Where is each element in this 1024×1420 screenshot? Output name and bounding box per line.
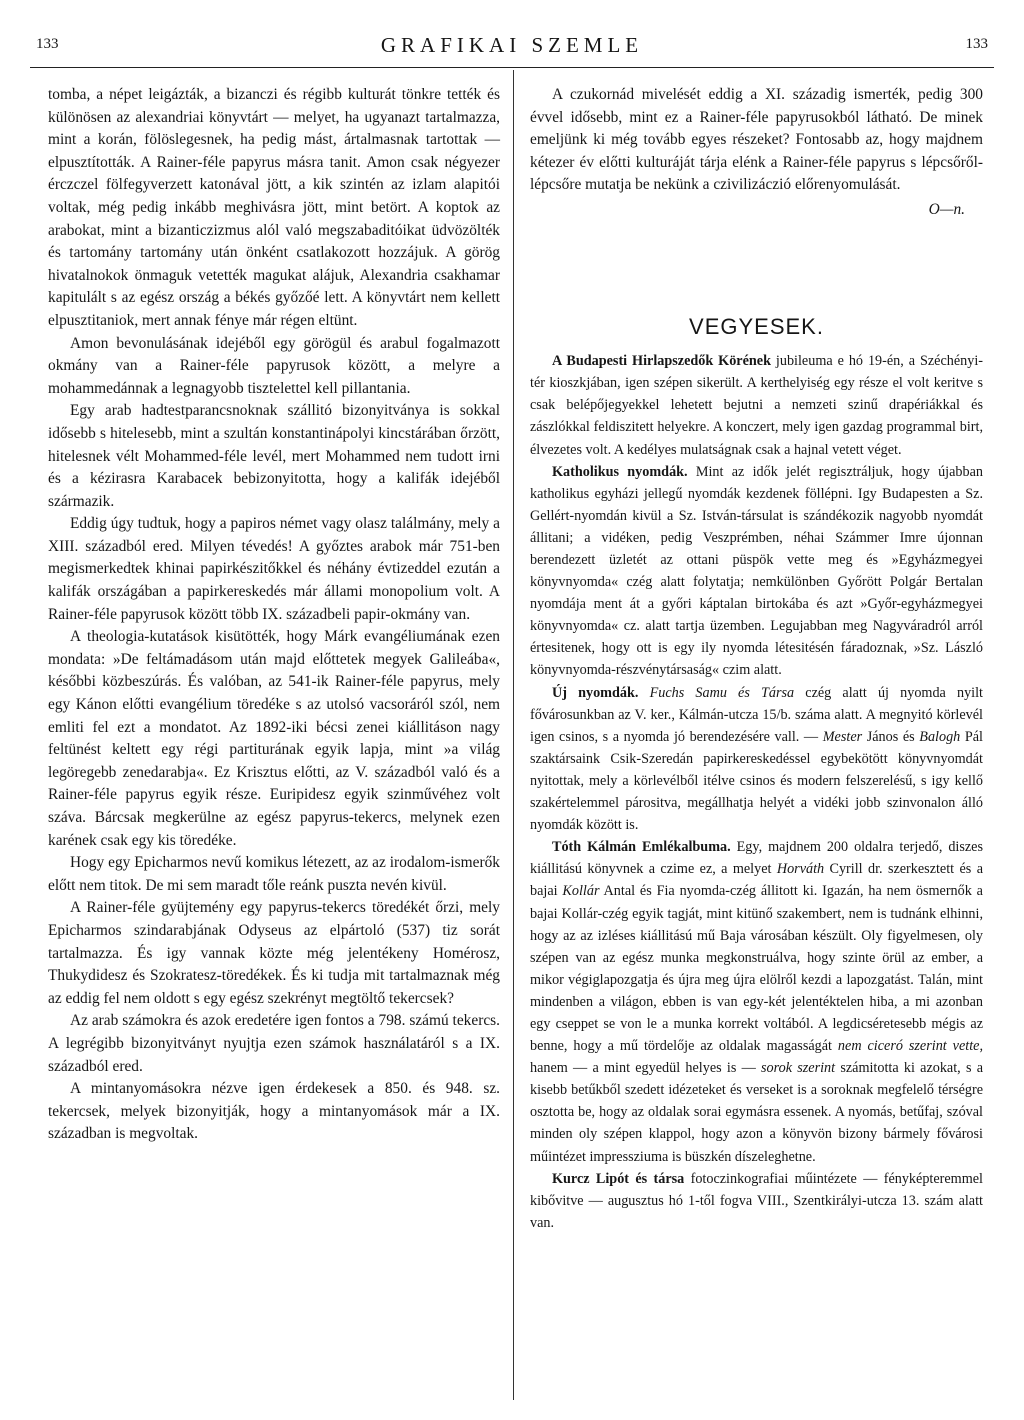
news-item-text: Cyrill dr. szerkesztett és a bajai	[530, 861, 983, 900]
news-item-text	[638, 685, 649, 701]
news-item-text: fotoczinkografiai műintézete — fényképteremmel kibővitve — augusztus hó 1-től fogva VIII., Szentkirályi-utcza 13. szám alatt van.	[530, 1170, 983, 1231]
news-item-text: Egy, majdnem 200 oldalra terjedő, diszes kiállitású könyvnek a czime ez, a melyet	[530, 839, 984, 878]
page-header	[30, 33, 994, 60]
paragraph: A mintanyomásokra nézve igen érdekesek a 850. és 948. sz. tekercsek, melyek bizonyitják, hogy a mintanyomások már a IX. században is megvoltak.	[48, 1080, 500, 1143]
paragraph: A Rainer-féle gyüjtemény egy papyrus-tekercs töredékét őrzi, mely Epicharmos szindarabjának Odyseus az elpártoló (537) tiz sorát tartalmazza. És igy vannak közte még jelentékeny Homérosz, Thukydidesz és Szokratesz-töredékek. És ki tudja mit tartalmaznak még az eddig fel nem oldott s egy egész szekrényt megtöltő tekercsek?	[48, 899, 500, 1007]
emphasis: Balogh	[919, 728, 961, 745]
news-item-heading: Katholikus nyomdák.	[552, 463, 688, 480]
news-item-text: Mint az idők jelét regisztráljuk, hogy újabban katholikus egyházi jellegű nyomdák kezdenek föllépni. Igy Budapesten a Sz. Gellért-nyomdán kivül a Sz. István-társulat is szándékozik nagyobb nyomdát állitani; a vidéken, pedig Veszprémben, néhai Számmer Imre újonnan berendezett üzletét az ottani püspök vette meg és »Egyházmegyei könyvnyomda« czég alatt folytatja; nemkülönben Győrött Polgár Bertalan nyomdája ment át a győri káptalan birtokába és azt »Győr-egyházmegyei könyvnyomda« cz. alatt tartja üzemben. Legujabban meg Nagyváradról arról értesitenek, hogy ott is egy ily nyomda létesitésén fáradoznak, »Sz. László könyvnyomda-részvénytársaság« czim alatt.	[530, 463, 983, 679]
emphasis: Mester	[822, 728, 863, 745]
news-item	[530, 836, 983, 1167]
emphasis: nem ciceró szerint vette,	[837, 1038, 983, 1055]
page-number-left: 133	[36, 36, 59, 52]
news-item-heading: Új nyomdák.	[552, 684, 639, 701]
paragraph: Amon bevonulásának idejéből egy görögül és arabul fogalmazott okmány van a Rainer-féle papyrusok között, a melyre a mohammedánnak a legnagyobb tisztelettel kell pillantania.	[48, 334, 500, 397]
news-item	[530, 350, 983, 460]
news-item-text: hanem — a mint egyedül helyes is —	[530, 1060, 762, 1077]
news-item-text: Antal és Fia nyomda-czég állitott ki. Igazán, ha nem ösmernők a bajai Kollár-czég egyik tagját, mint kitünő szakembert, nem is tudnánk elhinni, hogy az az izléses kiállitású mű Baja városában készült. Oly figyelmesen, oly szépen van az egész munka megkonstruálva, hogy szinte örül az ember, a mikor végiglapozgatja és újra meg újra elölről kezdi a lapozgatást. Talán, mint mindenben a világon, ebben is van egy-két jelentéktelen hiba, a mi azonban egy cseppet se von le a munka korrekt voltából. A legdicséretesebb mégis az benne, hogy a mű tördelője az oldalak magasságát	[530, 883, 983, 1055]
news-item-text: Pál szaktársaink Csik-Szeredán papirkereskedéssel egybekötött könyvnyomdát nyitottak, mely a körlevélből itélve csinos és modern felszerelésű, s igy kellő szakértelemmel párositva, megállhatja helyét a vidéki jobb szinvonalon álló nyomdák között is.	[530, 728, 983, 834]
paragraph: Egy arab hadtestparancsnoknak szállitó bizonyitványa is sokkal idősebb s hitelesebb, mint a szultán konstantinápolyi kincstárában őrzött, hitelesnek vélt Mohammed-féle levél, mert Mohammed nem tudott irni és a kézirasra Karabacek bebizonyitotta, hogy a kalifák idejéből származik.	[48, 402, 500, 510]
right-column	[530, 84, 983, 1234]
left-column	[48, 84, 500, 1146]
news-item-text: jubileuma e hó 19-én, a Széchényi-tér kioszkjában, igen szépen sikerült. A kerthelyiség egy része el volt keritve s csak belépőjegyekkel lehetett bejutni a nemzeti szinű drapériákkal és zászlókkal feldiszitett helyekre. A konczert, mely igen gazdag programmal birt, élvezetes volt. A kedélyes mulatságnak csak a hajnal vetett véget.	[530, 353, 983, 458]
column-rule	[513, 70, 514, 1400]
paragraph: Hogy egy Epicharmos nevű komikus létezett, az az irodalom-ismerők előtt nem titok. De mi sem maradt tőle reánk puszta nevén kivül.	[48, 854, 500, 894]
news-item-text: János és	[862, 728, 920, 745]
emphasis: Fuchs Samu és Társa	[649, 684, 795, 701]
news-item-text: számitotta ki azokat, s a kisebb betűkből szedett idézeteket és verseket is a soroknak megfelelő térségre osztotta be, hogy az oldalak sorai egymásra essenek. A nyomás, betűfaj, szóval minden oly szépen klappol, hogy azon a könyvön bizony bármely fővárosi műintézet impressziuma is büszkén díszeleghetne.	[530, 1060, 984, 1165]
news-item	[530, 682, 983, 837]
page-number-right: 133	[965, 36, 988, 52]
paragraph: A czukornád mivelését eddig a XI. századig ismerték, pedig 300 évvel idősebb, mint ez a Rainer-féle papyrusokból látható. De minek emeljünk ki még tovább egyes részeket? Fontosabb az, hogy majdnem kétezer év előtti kulturáját tárja elénk a Rainer-féle papyrus s lépcsőről-lépcsőre mutatja be nekünk a czivilizáczió előrenyomulását.	[530, 86, 983, 194]
header-rule	[30, 67, 994, 68]
news-item-heading: Tóth Kálmán Emlékalbuma.	[552, 839, 731, 856]
emphasis: Kollár	[562, 883, 600, 900]
journal-title: GRAFIKAI SZEMLE	[380, 33, 644, 57]
news-item	[530, 461, 983, 682]
paragraph: tomba, a népet leigázták, a bizanczi és régibb kulturát tönkre tették és különösen az alexandriai könyvtárt — melyet, ha ugyanazt tartalmazza, mint a korán, fölöslegesnek, ha pedig mást, ártalmasnak tartottak — elpusztították. A Rainer-féle papyrus másra tanit. Amon csak négyezer érczczel fölfegyverzett katonával jött, a kik szintén az izlam alapitói voltak, még pedig inkább meghivásra jött, mint betört. A koptok az arabokat, mint a bizanticzizmus alól való megszabaditóikat üdvözölték és tartomány tartomány után önként csatlakozott hozzájuk. A görög hivatalnokok önmaguk vetették magukat alájuk, Alexandria csakhamar kapitulált s az egész ország a békés győzőé lett. A könyvtárt nem kellett elpusztitaniok, mert annak fénye már régen eltünt.	[48, 86, 500, 329]
emphasis: Horváth	[776, 861, 825, 878]
paragraph: Az arab számokra és azok eredetére igen fontos a 798. számú tekercs. A legrégibb bizonyitványt nyujtja ezen számok használatáról s a IX. századból ered.	[48, 1012, 500, 1075]
news-items	[530, 350, 983, 1234]
author-signature: O—n.	[928, 200, 965, 218]
news-item	[530, 1168, 983, 1234]
paragraph: Eddig úgy tudtuk, hogy a papiros német vagy olasz találmány, mely a XIII. századból ered. Milyen tévedés! A győztes arabok már 751-ben megismerkedtek khinai papirkészitőkkel és néhány évtizeddel ezután a kalifák országában a papirkereskedés már állami monopolium volt. A Rainer-féle papyrusok között több IX. századbeli papir-okmány van.	[48, 515, 500, 623]
news-item-heading: A Budapesti Hirlapszedők Körének	[552, 353, 771, 370]
emphasis: sorok szerint	[761, 1060, 836, 1077]
news-item-text: czég alatt új nyomda nyilt fővárosunkban az V. ker., Kálmán-utcza 15/b. száma alatt. A megnyitó körlevél igen csinos, s a nyomda jó berendezésére vall. —	[530, 684, 983, 745]
section-heading: VEGYESEK.	[689, 313, 824, 339]
paragraph: A theologia-kutatások kisütötték, hogy Márk evangéliumának ezen mondata: »De feltámadásom után majd előttetek megyek Galileába«, későbbi közbeszúrás. És valóban, az 541-ik Rainer-féle papyrus, mely egy Kánon előtti evangélium töredéke s az utolsó vacsoráról szól, nem emliti fel ezt a mondatot. Az 1892-iki bécsi zenei kiállitáson nagy feltünést keltett egy régi partiturának egyik lapja, mint »a világ legöregebb zenedarabja«. Ez Krisztus előtti, az V. századból való és a Rainer-féle papyrus egyik része. Euripidesz egyik szinművéhez volt száva. Bárcsak megkerülne az egész papyrus-tekercs, melynek ezen karének csak egy kis töredéke.	[48, 628, 500, 849]
news-item-heading: Kurcz Lipót és társa	[552, 1170, 685, 1187]
